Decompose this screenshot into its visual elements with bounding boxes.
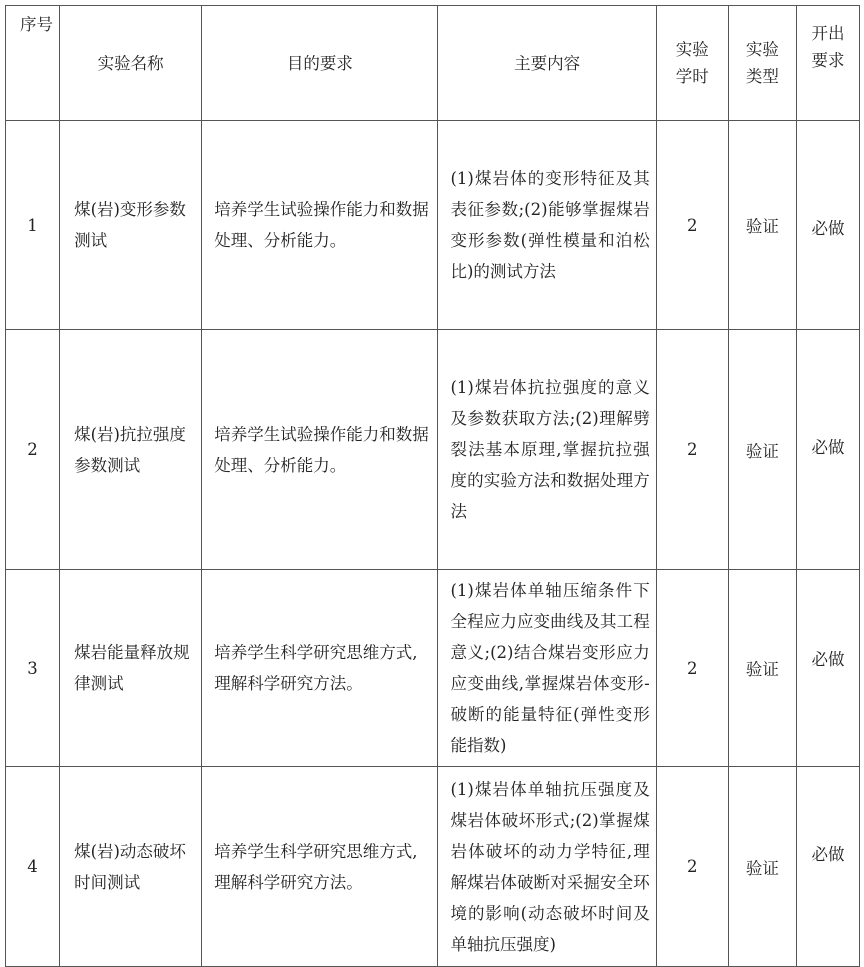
row-name: 煤(岩)变形参数测试 (60, 121, 202, 330)
header-hours: 实验学时 (656, 6, 728, 121)
row-hours: 2 (656, 121, 728, 330)
row-content: (1)煤岩体的变形特征及其表征参数;(2)能够掌握煤岩变形参数(弹性模量和泊松比)的测试方法 (438, 121, 656, 330)
row-no: 4 (6, 767, 60, 967)
row-hours: 2 (656, 330, 728, 570)
row-content: (1)煤岩体单轴压缩条件下全程应力应变曲线及其工程意义;(2)结合煤岩变形应力应变曲线,掌握煤岩体变形-破断的能量特征(弹性变形能指数) (438, 570, 656, 767)
row-content: (1)煤岩体单轴抗压强度及煤岩体破坏形式;(2)掌握煤岩体破坏的动力学特征,理解煤岩体破断对采掘安全环境的影响(动态破坏时间及单轴抗压强度) (438, 767, 656, 967)
row-name: 煤(岩)抗拉强度参数测试 (60, 330, 202, 570)
table-row (6, 121, 860, 330)
row-type: 验证 (728, 570, 796, 767)
header-type: 实验类型 (728, 6, 796, 121)
row-content: (1)煤岩体抗拉强度的意义及参数获取方法;(2)理解劈裂法基本原理,掌握抗拉强度的实验方法和数据处理方法 (438, 330, 656, 570)
table-row (6, 330, 860, 570)
row-type: 验证 (728, 330, 796, 570)
row-no: 1 (6, 121, 60, 330)
row-goal: 培养学生试验操作能力和数据处理、分析能力。 (202, 330, 438, 570)
header-row (6, 6, 860, 121)
header-req: 开出要求 (796, 6, 859, 121)
row-req: 必做 (796, 330, 859, 570)
row-goal: 培养学生科学研究思维方式,理解科学研究方法。 (202, 570, 438, 767)
header-content: 主要内容 (438, 6, 656, 121)
row-req: 必做 (796, 121, 859, 330)
table-row (6, 767, 860, 967)
row-no: 3 (6, 570, 60, 767)
row-goal: 培养学生试验操作能力和数据处理、分析能力。 (202, 121, 438, 330)
header-goal: 目的要求 (202, 6, 438, 121)
row-req: 必做 (796, 570, 859, 767)
row-hours: 2 (656, 570, 728, 767)
row-name: 煤(岩)动态破坏时间测试 (60, 767, 202, 967)
header-no: 序号 (6, 6, 60, 121)
row-name: 煤岩能量释放规律测试 (60, 570, 202, 767)
table-row (6, 570, 860, 767)
row-goal: 培养学生科学研究思维方式,理解科学研究方法。 (202, 767, 438, 967)
row-type: 验证 (728, 121, 796, 330)
row-hours: 2 (656, 767, 728, 967)
row-req: 必做 (796, 767, 859, 967)
header-name: 实验名称 (60, 6, 202, 121)
row-no: 2 (6, 330, 60, 570)
experiment-table (5, 5, 860, 967)
row-type: 验证 (728, 767, 796, 967)
